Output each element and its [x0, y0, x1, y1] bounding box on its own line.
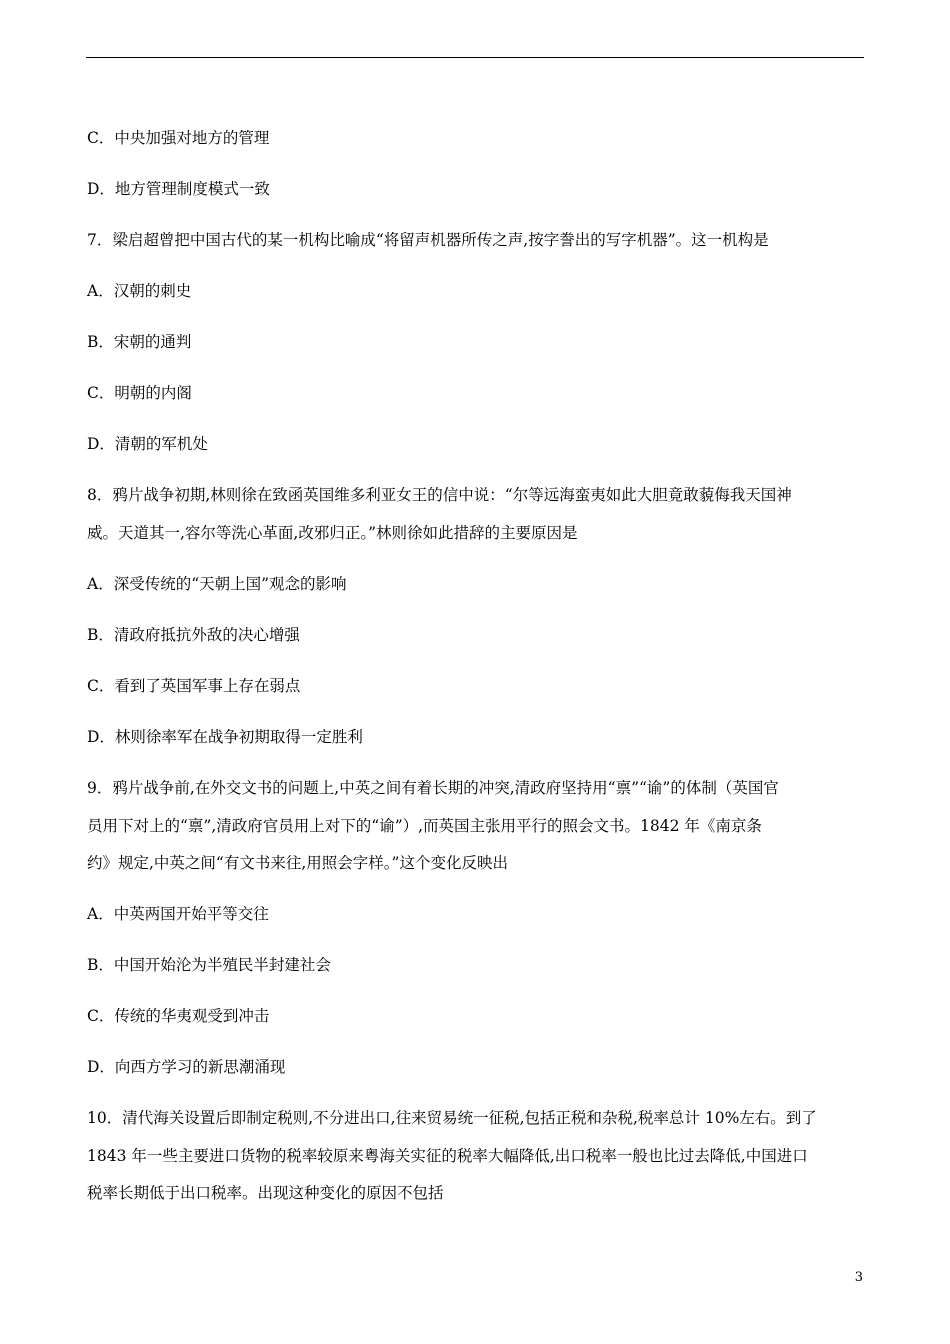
question-10-stem-line-1: 10．清代海关设置后即制定税则,不分进出口,往来贸易统一征税,包括正税和杂税,税率总计 10%左右。到了: [87, 1109, 817, 1127]
question-9-option-d: D．向西方学习的新思潮涌现: [87, 1058, 286, 1076]
question-8-stem-line-1: 8．鸦片战争初期,林则徐在致函英国维多利亚女王的信中说：“尔等远海蛮夷如此大胆竟敢藐侮我天国神: [87, 486, 792, 504]
question-9-stem-line-2: 员用下对上的“禀”,清政府官员用上对下的“谕”）,而英国主张用平行的照会文书。1842 年《南京条: [87, 817, 762, 835]
question-7-stem: 7．梁启超曾把中国古代的某一机构比喻成“将留声机器所传之声,按字誊出的写字机器”。这一机构是: [87, 231, 769, 249]
question-9-stem-line-3: 约》规定,中英之间“有文书来往,用照会字样。”这个变化反映出: [87, 854, 508, 872]
question-8-option-d: D．林则徐率军在战争初期取得一定胜利: [87, 728, 363, 746]
header-rule: [86, 57, 864, 58]
question-9-option-a: A．中英两国开始平等交往: [87, 905, 269, 923]
question-10-stem-line-2: 1843 年一些主要进口货物的税率较原来粤海关实征的税率大幅降低,出口税率一般也比过去降低,中国进口: [87, 1147, 808, 1165]
question-6-option-c: C．中央加强对地方的管理: [87, 129, 270, 147]
question-8-option-b: B．清政府抵抗外敌的决心增强: [87, 626, 300, 644]
question-7-option-a: A．汉朝的刺史: [87, 282, 192, 300]
question-7-option-d: D．清朝的军机处: [87, 435, 208, 453]
question-9-option-b: B．中国开始沦为半殖民半封建社会: [87, 956, 331, 974]
question-6-option-d: D．地方管理制度模式一致: [87, 180, 270, 198]
question-8-stem-line-2: 威。天道其一,容尔等洗心革面,改邪归正。”林则徐如此措辞的主要原因是: [87, 524, 578, 542]
question-8-option-c: C．看到了英国军事上存在弱点: [87, 677, 301, 695]
question-9-option-c: C．传统的华夷观受到冲击: [87, 1007, 270, 1025]
question-7-option-b: B．宋朝的通判: [87, 333, 192, 351]
question-10-stem-line-3: 税率长期低于出口税率。出现这种变化的原因不包括: [87, 1184, 444, 1202]
question-8-option-a: A．深受传统的“天朝上国”观念的影响: [87, 575, 347, 593]
question-7-option-c: C．明朝的内阁: [87, 384, 192, 402]
page-number: 3: [854, 1270, 863, 1285]
question-9-stem-line-1: 9．鸦片战争前,在外交文书的问题上,中英之间有着长期的冲突,清政府坚持用“禀”“谕”的体制（英国官: [87, 779, 779, 797]
